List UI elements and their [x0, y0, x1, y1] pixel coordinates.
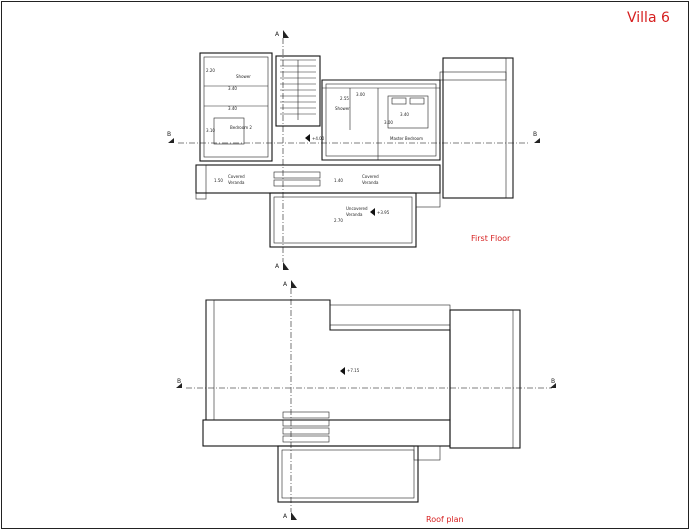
covered-veranda: [196, 165, 440, 193]
dimension-label: 3.10: [206, 128, 215, 133]
section-marker-b-left: [167, 131, 174, 143]
room-label-uncovered-veranda: Uncovered: [346, 206, 368, 211]
wall-right-block: [322, 80, 440, 160]
svg-text:B: B: [551, 378, 556, 385]
dimension-label: 2.70: [334, 218, 343, 223]
roof-lower-extension: [278, 446, 418, 502]
skylight: [283, 428, 329, 434]
room-label-covered-veranda-left: Covered: [228, 174, 245, 179]
level-marker-floor: [305, 134, 325, 142]
dimension-label: 3.40: [228, 86, 237, 91]
bedroom-2-bed: [214, 118, 244, 144]
dimension-label: 3.00: [356, 92, 365, 97]
roof-section-marker-a-top: [283, 280, 297, 288]
roof-plan: [176, 280, 556, 524]
svg-text:B: B: [533, 131, 538, 138]
dimension-label: 3.00: [384, 120, 393, 125]
svg-text:A: A: [283, 281, 288, 288]
uncovered-veranda: [270, 193, 416, 247]
roof-outline: [206, 300, 450, 420]
first-floor-caption: First Floor: [471, 234, 511, 243]
roof-level-marker: [340, 367, 360, 375]
sheet-title: Villa 6: [627, 10, 670, 26]
room-label-shower-1: Shower: [236, 74, 251, 79]
svg-text:Veranda: Veranda: [362, 180, 379, 185]
level-marker-veranda: [370, 208, 390, 216]
roof-section-marker-b-right: [550, 378, 556, 388]
right-deck-frame: [443, 58, 513, 198]
skylight: [283, 412, 329, 418]
dimension-label: 1.50: [214, 178, 223, 183]
roof-plan-caption: Roof plan: [426, 515, 464, 524]
roof-section-marker-a-bottom: [283, 512, 297, 520]
room-label-shower-2: Shower: [335, 106, 350, 111]
room-label-covered-veranda-right: Covered: [362, 174, 379, 179]
svg-text:B: B: [167, 131, 172, 138]
dimension-label: 2.55: [340, 96, 349, 101]
svg-text:A: A: [275, 31, 280, 38]
svg-text:+4.00: +4.00: [312, 136, 325, 141]
dimension-label: 3.40: [400, 112, 409, 117]
dimension-label: 3.40: [228, 106, 237, 111]
svg-text:A: A: [283, 513, 288, 520]
svg-text:+7.15: +7.15: [347, 368, 360, 373]
roof-section-marker-b-left: [176, 378, 182, 388]
section-marker-a-top: [275, 30, 289, 38]
svg-text:+3.95: +3.95: [377, 210, 390, 215]
dimension-label: 1.40: [334, 178, 343, 183]
section-marker-a-bottom: [275, 262, 289, 270]
room-label-master-bedroom: Master Bedroom: [390, 136, 424, 141]
section-marker-b-right: [533, 131, 540, 143]
svg-text:A: A: [275, 263, 280, 270]
svg-text:Veranda: Veranda: [228, 180, 245, 185]
room-label-bedroom-2: Bedroom 2: [230, 125, 252, 130]
roof-right-deck: [450, 310, 520, 448]
dimension-label: 2.20: [206, 68, 215, 73]
first-floor-plan: [167, 30, 540, 270]
stair-treads: [280, 60, 316, 120]
svg-text:B: B: [177, 378, 182, 385]
skylight: [283, 420, 329, 426]
skylight: [283, 436, 329, 442]
svg-text:Veranda: Veranda: [346, 212, 363, 217]
